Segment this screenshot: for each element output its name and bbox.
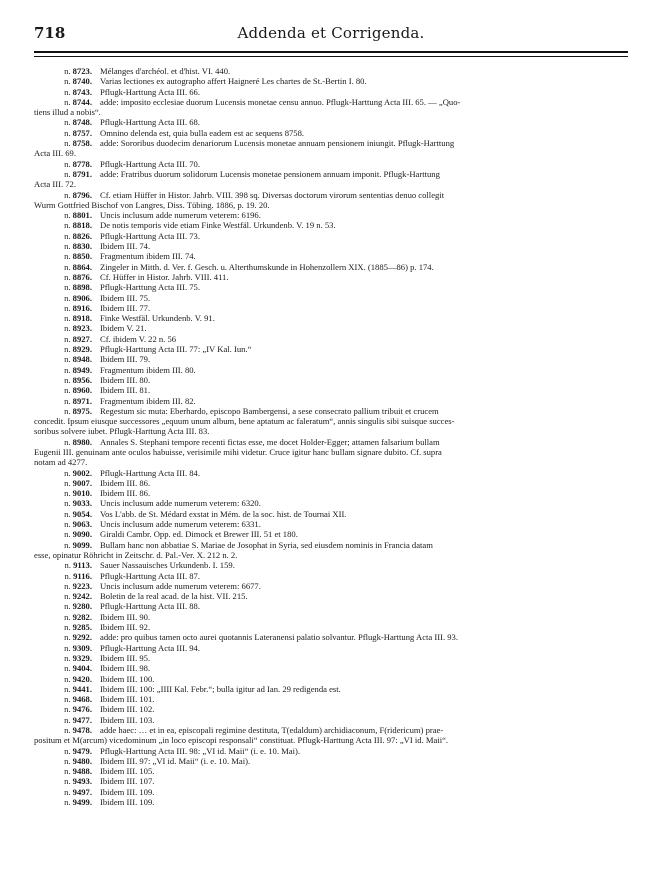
entry-first-line bbox=[34, 344, 628, 354]
entry-first-line bbox=[34, 87, 628, 97]
entry-text: De notis temporis vide etiam Finke Westfäl. Urkundenb. V. 19 n. 53. bbox=[100, 220, 336, 231]
entry bbox=[34, 787, 628, 797]
entry bbox=[34, 519, 628, 529]
entry-text: adde haec: … et in ea, episcopali regimine destituta, T(edaldum) archidiaconum, F(ridericum) prae- bbox=[100, 725, 444, 735]
entry-text: Acta III. 72. bbox=[34, 179, 76, 190]
entry bbox=[34, 591, 628, 601]
entry-first-line bbox=[34, 694, 628, 704]
entry bbox=[34, 159, 628, 169]
entry-number: n. 8975. bbox=[64, 405, 92, 416]
entry-first-line bbox=[34, 406, 628, 416]
entry bbox=[34, 220, 628, 230]
entry-number: n. 9116. bbox=[64, 570, 92, 581]
entry-number: n. 9309. bbox=[64, 642, 92, 653]
entry-text: Uncis inclusum adde numerum veterem: 6677. bbox=[100, 580, 261, 591]
entry-first-line bbox=[34, 725, 628, 735]
entry bbox=[34, 571, 628, 581]
entry-number: n. 9499. bbox=[64, 797, 92, 808]
entry-number: n. 9478. bbox=[64, 725, 92, 735]
entry bbox=[34, 66, 628, 76]
entry-text: Ibidem III. 98. bbox=[100, 663, 151, 674]
entry-number: n. 8748. bbox=[64, 117, 92, 128]
entry-first-line bbox=[34, 272, 628, 282]
entry-first-line bbox=[34, 76, 628, 86]
entry-text: Ibidem III. 102. bbox=[100, 704, 155, 715]
entry bbox=[34, 488, 628, 498]
entry-text: Regestum sic muta: Eberhardo, episcopo Bambergensi, a sese consecrato pallium tribuit et crucem bbox=[100, 405, 439, 416]
entry bbox=[34, 766, 628, 776]
entry-number: n. 8758. bbox=[64, 138, 92, 149]
entry-number: n. 8796. bbox=[64, 189, 92, 200]
entry-first-line bbox=[34, 396, 628, 406]
entry-text: adde: Sororibus duodecim denariorum Lucensis monetae annuam pensionem iniungit. Pflugk-Harttung bbox=[100, 138, 455, 149]
entry-text: soribus solvere iubet. Pflugk-Harttung Acta III. 83. bbox=[34, 426, 210, 437]
entry bbox=[34, 715, 628, 725]
entry bbox=[34, 354, 628, 364]
entry bbox=[34, 251, 628, 261]
entry-text: notam ad 4277. bbox=[34, 457, 88, 468]
entry-text: Wurm Gottfried Bischof von Langres, Diss. Tübing. 1886, p. 19. 20. bbox=[34, 199, 270, 210]
entry-first-line bbox=[34, 643, 628, 653]
entry-first-line bbox=[34, 776, 628, 786]
entry-first-line bbox=[34, 282, 628, 292]
entry-text: Pflugk-Harttung Acta III. 98: „VI id. Maii“ (i. e. 10. Mai). bbox=[100, 745, 300, 756]
entry-first-line bbox=[34, 354, 628, 364]
entry-first-line bbox=[34, 612, 628, 622]
entry bbox=[34, 231, 628, 241]
entry-number: n. 8980. bbox=[64, 436, 92, 447]
entry bbox=[34, 334, 628, 344]
entry-text: Vos L'abb. de St. Médard exstat in Mém. de la soc. hist. de Tournai XII. bbox=[100, 508, 347, 519]
entry-first-line bbox=[34, 540, 628, 550]
entry bbox=[34, 509, 628, 519]
entry-number: n. 8864. bbox=[64, 261, 92, 272]
entry-number: n. 8918. bbox=[64, 313, 92, 324]
entry-first-line bbox=[34, 653, 628, 663]
entry-first-line bbox=[34, 601, 628, 611]
entry-text: adde: imposito ecclesiae duorum Lucensis monetae censu annuo. Pflugk-Harttung Acta III. 65. — „Quo- bbox=[100, 96, 461, 107]
entry-number: n. 8876. bbox=[64, 271, 92, 282]
entry-text: Omnino delenda est, quia bulla eadem est ac sequens 8758. bbox=[100, 127, 305, 138]
entry-first-line bbox=[34, 632, 628, 642]
entry-number: n. 8956. bbox=[64, 374, 92, 385]
entry bbox=[34, 344, 628, 354]
entry bbox=[34, 478, 628, 488]
entry-number: n. 8923. bbox=[64, 323, 92, 334]
entry-number: n. 9090. bbox=[64, 529, 92, 540]
entry-number: n. 9441. bbox=[64, 683, 92, 694]
entry bbox=[34, 612, 628, 622]
entry-first-line bbox=[34, 117, 628, 127]
entry-number: n. 8948. bbox=[64, 354, 92, 365]
header-rule-thin bbox=[34, 56, 628, 57]
entry bbox=[34, 272, 628, 282]
entry-text: Pflugk-Harttung Acta III. 84. bbox=[100, 467, 200, 478]
entry-text: Ibidem III. 107. bbox=[100, 776, 155, 787]
entry-first-line bbox=[34, 66, 628, 76]
entry-text: concedit. Ipsum eiusque successores „equum unum album, bene aptatum ac faleratum“, annis singulis sibi suisque succes- bbox=[34, 416, 455, 427]
entry-number: n. 8929. bbox=[64, 344, 92, 355]
entry-number: n. 9292. bbox=[64, 632, 92, 643]
entry bbox=[34, 117, 628, 127]
entry-text: Pflugk-Harttung Acta III. 70. bbox=[100, 158, 200, 169]
entry-text: Ibidem III. 97: „VI id. Maii“ (i. e. 10. Mai). bbox=[100, 755, 251, 766]
entry bbox=[34, 313, 628, 323]
entry bbox=[34, 87, 628, 97]
entry-first-line bbox=[34, 663, 628, 673]
entry-text: Mélanges d'archéol. et d'hist. VI. 440. bbox=[100, 66, 231, 76]
entry bbox=[34, 694, 628, 704]
entry-text: Ibidem III. 86. bbox=[100, 477, 151, 488]
entry bbox=[34, 663, 628, 673]
entry bbox=[34, 684, 628, 694]
entry-number: n. 9010. bbox=[64, 488, 92, 499]
entry-number: n. 9476. bbox=[64, 704, 92, 715]
entry-continuation-line bbox=[34, 200, 628, 210]
entry-first-line bbox=[34, 437, 628, 447]
entry bbox=[34, 97, 628, 118]
entry-first-line bbox=[34, 303, 628, 313]
entry-text: Pflugk-Harttung Acta III. 68. bbox=[100, 117, 200, 128]
page-number: 718 bbox=[34, 24, 66, 42]
entry-first-line bbox=[34, 169, 628, 179]
entry-number: n. 9477. bbox=[64, 714, 92, 725]
entry-text: Ibidem III. 77. bbox=[100, 302, 151, 313]
entry-first-line bbox=[34, 262, 628, 272]
entry-first-line bbox=[34, 756, 628, 766]
entry bbox=[34, 262, 628, 272]
entry-first-line bbox=[34, 231, 628, 241]
entry-number: n. 9054. bbox=[64, 508, 92, 519]
entry bbox=[34, 128, 628, 138]
entry-first-line bbox=[34, 190, 628, 200]
entry-text: Pflugk-Harttung Acta III. 75. bbox=[100, 282, 200, 293]
entry-text: Annales S. Stephani tempore recenti fictas esse, me docet Holder-Egger; attamen falsarium bullam bbox=[100, 436, 440, 447]
entry-first-line bbox=[34, 334, 628, 344]
entry-text: Ibidem III. 100. bbox=[100, 673, 155, 684]
entry bbox=[34, 375, 628, 385]
entries-list bbox=[34, 66, 628, 807]
page-title: Addenda et Corrigenda. bbox=[237, 24, 425, 42]
entry bbox=[34, 396, 628, 406]
entry-number: n. 9404. bbox=[64, 663, 92, 674]
entry-number: n. 8971. bbox=[64, 395, 92, 406]
entry-continuation-line bbox=[34, 426, 628, 436]
entry-first-line bbox=[34, 385, 628, 395]
entry-text: Bullam hanc non abbatiae S. Mariae de Josophat in Syria, sed eiusdem nominis in Francia datam bbox=[100, 539, 433, 550]
entry bbox=[34, 653, 628, 663]
entry-text: Fragmentum ibidem III. 82. bbox=[100, 395, 196, 406]
entry bbox=[34, 365, 628, 375]
entry-text: Ibidem III. 81. bbox=[100, 385, 151, 396]
entry bbox=[34, 468, 628, 478]
entry-number: n. 8949. bbox=[64, 364, 92, 375]
entry-number: n. 9223. bbox=[64, 580, 92, 591]
entry bbox=[34, 282, 628, 292]
entry-number: n. 9488. bbox=[64, 766, 92, 777]
entry-number: n. 8960. bbox=[64, 385, 92, 396]
entry bbox=[34, 437, 628, 468]
entry-text: Ibidem III. 90. bbox=[100, 611, 151, 622]
entry-text: esse, opinatur Röhricht in Zeitschr. d. Pal.-Ver. X. 212 n. 2. bbox=[34, 549, 238, 560]
entry-first-line bbox=[34, 488, 628, 498]
entry-text: Fragmentum ibidem III. 80. bbox=[100, 364, 196, 375]
entry-number: n. 9493. bbox=[64, 776, 92, 787]
entry bbox=[34, 529, 628, 539]
entry-text: Pflugk-Harttung Acta III. 73. bbox=[100, 230, 200, 241]
entry-text: Ibidem III. 109. bbox=[100, 797, 155, 808]
entry-text: Eugenii III. genuinam ante oculos habuisse, verisimile mihi videtur. Cruce igitur hanc bullam signare dubito. Cf. supra bbox=[34, 446, 442, 457]
entry-number: n. 9282. bbox=[64, 611, 92, 622]
entry-text: Ibidem III. 92. bbox=[100, 622, 151, 633]
entry-first-line bbox=[34, 128, 628, 138]
entry-continuation-line bbox=[34, 735, 628, 745]
entry-continuation-line bbox=[34, 550, 628, 560]
entry-continuation-line bbox=[34, 416, 628, 426]
entry bbox=[34, 138, 628, 159]
entry-text: Pflugk-Harttung Acta III. 94. bbox=[100, 642, 200, 653]
entry-number: n. 9285. bbox=[64, 622, 92, 633]
entry-first-line bbox=[34, 323, 628, 333]
entry bbox=[34, 776, 628, 786]
entry-number: n. 8830. bbox=[64, 241, 92, 252]
entry-first-line bbox=[34, 529, 628, 539]
entry-text: Cf. etiam Hüffer in Histor. Jahrb. VIII. 398 sq. Diversas doctorum virorum sententias denuo collegit bbox=[100, 189, 445, 200]
entry-text: Ibidem III. 109. bbox=[100, 786, 155, 797]
entry-first-line bbox=[34, 468, 628, 478]
entry-number: n. 8898. bbox=[64, 282, 92, 293]
entry-number: n. 8906. bbox=[64, 292, 92, 303]
entry-number: n. 8850. bbox=[64, 251, 92, 262]
entry-first-line bbox=[34, 787, 628, 797]
entry-first-line bbox=[34, 746, 628, 756]
page-header bbox=[34, 24, 628, 46]
entry-text: Zingeler in Mitth. d. Ver. f. Gesch. u. Alterthumskunde in Hohenzollern XIX. (1885—86) p. 174. bbox=[100, 261, 434, 272]
entry-text: Ibidem III. 74. bbox=[100, 241, 151, 252]
entry-number: n. 9113. bbox=[64, 560, 92, 571]
entry-number: n. 9099. bbox=[64, 539, 92, 550]
entry-number: n. 9479. bbox=[64, 745, 92, 756]
entry-first-line bbox=[34, 498, 628, 508]
entry-number: n. 9468. bbox=[64, 694, 92, 705]
entry-first-line bbox=[34, 375, 628, 385]
entry-text: Pflugk-Harttung Acta III. 66. bbox=[100, 86, 200, 97]
entry-text: adde: Fratribus duorum solidorum Lucensis monetae pensionem annuam imponit. Pflugk-Harttung bbox=[100, 168, 440, 179]
entry-text: tiens illud a nobis“. bbox=[34, 107, 101, 118]
entry bbox=[34, 169, 628, 190]
entry-first-line bbox=[34, 509, 628, 519]
entry-number: n. 9063. bbox=[64, 519, 92, 530]
entry-first-line bbox=[34, 210, 628, 220]
entry-number: n. 8744. bbox=[64, 96, 92, 107]
entry bbox=[34, 241, 628, 251]
entry-first-line bbox=[34, 581, 628, 591]
entry-number: n. 9420. bbox=[64, 673, 92, 684]
entry-first-line bbox=[34, 571, 628, 581]
entry bbox=[34, 746, 628, 756]
entry-text: Ibidem III. 75. bbox=[100, 292, 151, 303]
entry-first-line bbox=[34, 684, 628, 694]
entry-first-line bbox=[34, 674, 628, 684]
entry bbox=[34, 385, 628, 395]
entry-first-line bbox=[34, 622, 628, 632]
entry-first-line bbox=[34, 241, 628, 251]
entry-continuation-line bbox=[34, 457, 628, 467]
entry-number: n. 9329. bbox=[64, 652, 92, 663]
entry-number: n. 8757. bbox=[64, 127, 92, 138]
entry-continuation-line bbox=[34, 148, 628, 158]
entry-number: n. 8927. bbox=[64, 333, 92, 344]
entry bbox=[34, 560, 628, 570]
entry-number: n. 8723. bbox=[64, 66, 92, 76]
entry bbox=[34, 756, 628, 766]
entry bbox=[34, 643, 628, 653]
entry-text: Uncis inclusum adde numerum veterem: 6320. bbox=[100, 498, 261, 509]
entry-continuation-line bbox=[34, 447, 628, 457]
entry-text: Ibidem III. 105. bbox=[100, 766, 155, 777]
entry-number: n. 8801. bbox=[64, 210, 92, 221]
entry-first-line bbox=[34, 251, 628, 261]
entry-number: n. 8916. bbox=[64, 302, 92, 313]
entry-number: n. 9497. bbox=[64, 786, 92, 797]
entry-first-line bbox=[34, 766, 628, 776]
entry-number: n. 9002. bbox=[64, 467, 92, 478]
entry-text: Pflugk-Harttung Acta III. 88. bbox=[100, 601, 200, 612]
entry-first-line bbox=[34, 591, 628, 601]
entry bbox=[34, 210, 628, 220]
entry-text: Cf. Hüffer in Histor. Jahrb. VIII. 411. bbox=[100, 271, 229, 282]
entry-text: positum et M(arcum) vicedominum „in loco episcopi responsali“ constituat. Pflugk-Harttung Acta III. 97: „VI id. Maii“. bbox=[34, 735, 449, 746]
entry-continuation-line bbox=[34, 179, 628, 189]
entry-text: Finke Westfäl. Urkundenb. V. 91. bbox=[100, 313, 215, 324]
entry-first-line bbox=[34, 365, 628, 375]
entry bbox=[34, 406, 628, 437]
entry bbox=[34, 674, 628, 684]
entry bbox=[34, 632, 628, 642]
entry-first-line bbox=[34, 293, 628, 303]
entry bbox=[34, 303, 628, 313]
entry-text: Giraldi Cambr. Opp. ed. Dimock et Brewer III. 51 et 180. bbox=[100, 529, 298, 540]
entry-text: Ibidem V. 21. bbox=[100, 323, 147, 334]
entry bbox=[34, 704, 628, 714]
entry-text: Acta III. 69. bbox=[34, 148, 76, 159]
entry bbox=[34, 601, 628, 611]
entry-text: Ibidem III. 79. bbox=[100, 354, 151, 365]
entry-number: n. 8791. bbox=[64, 168, 92, 179]
entry-first-line bbox=[34, 478, 628, 488]
entry bbox=[34, 622, 628, 632]
entry-first-line bbox=[34, 704, 628, 714]
entry-number: n. 9242. bbox=[64, 591, 92, 602]
entry-text: Sauer Nassauisches Urkundenb. I. 159. bbox=[100, 560, 235, 571]
entry bbox=[34, 190, 628, 211]
entry bbox=[34, 323, 628, 333]
entry-number: n. 8826. bbox=[64, 230, 92, 241]
entry-text: Boletin de la real acad. de la hist. VII. 215. bbox=[100, 591, 248, 602]
entry-number: n. 8740. bbox=[64, 76, 92, 87]
entry bbox=[34, 498, 628, 508]
entry-text: Uncis inclusum adde numerum veterem: 6196. bbox=[100, 210, 261, 221]
entry-text: Ibidem III. 100: „IIII Kal. Febr.“; bulla igitur ad Ian. 29 redigenda est. bbox=[100, 683, 341, 694]
entry-number: n. 9007. bbox=[64, 477, 92, 488]
entry bbox=[34, 76, 628, 86]
entry-first-line bbox=[34, 97, 628, 107]
entry-text: Cf. ibidem V. 22 n. 56 bbox=[100, 333, 177, 344]
entry bbox=[34, 797, 628, 807]
entry-text: Ibidem III. 101. bbox=[100, 694, 155, 705]
entry-number: n. 9033. bbox=[64, 498, 92, 509]
entry-text: Fragmentum ibidem III. 74. bbox=[100, 251, 196, 262]
entry-first-line bbox=[34, 797, 628, 807]
entry bbox=[34, 581, 628, 591]
entry-text: Pflugk-Harttung Acta III. 87. bbox=[100, 570, 200, 581]
entry-text: Ibidem III. 80. bbox=[100, 374, 151, 385]
entry-first-line bbox=[34, 138, 628, 148]
entry-text: adde: pro quibus tamen octo aurei quotannis Lateranensi palatio solvantur. Pflugk-Harttung Acta III. 93. bbox=[100, 632, 458, 643]
entry-text: Ibidem III. 86. bbox=[100, 488, 151, 499]
entry-text: Varias lectiones ex autographo affert Haigneré Les chartes de St.-Bertin I. 80. bbox=[100, 76, 367, 87]
entry-continuation-line bbox=[34, 107, 628, 117]
entry-first-line bbox=[34, 519, 628, 529]
entry-number: n. 8818. bbox=[64, 220, 92, 231]
entry-number: n. 8778. bbox=[64, 158, 92, 169]
entry-first-line bbox=[34, 560, 628, 570]
header-rule-thick bbox=[34, 51, 628, 53]
entry-number: n. 9280. bbox=[64, 601, 92, 612]
entry-text: Pflugk-Harttung Acta III. 77: „IV Kal. Iun.“ bbox=[100, 344, 252, 355]
entry-number: n. 9480. bbox=[64, 755, 92, 766]
entry bbox=[34, 293, 628, 303]
entry-first-line bbox=[34, 313, 628, 323]
entry-text: Ibidem III. 103. bbox=[100, 714, 155, 725]
entry-first-line bbox=[34, 715, 628, 725]
entry bbox=[34, 725, 628, 746]
entry-first-line bbox=[34, 159, 628, 169]
entry bbox=[34, 540, 628, 561]
entry-text: Uncis inclusum adde numerum veterem: 6331. bbox=[100, 519, 261, 530]
entry-first-line bbox=[34, 220, 628, 230]
entry-number: n. 8743. bbox=[64, 86, 92, 97]
entry-text: Ibidem III. 95. bbox=[100, 652, 151, 663]
